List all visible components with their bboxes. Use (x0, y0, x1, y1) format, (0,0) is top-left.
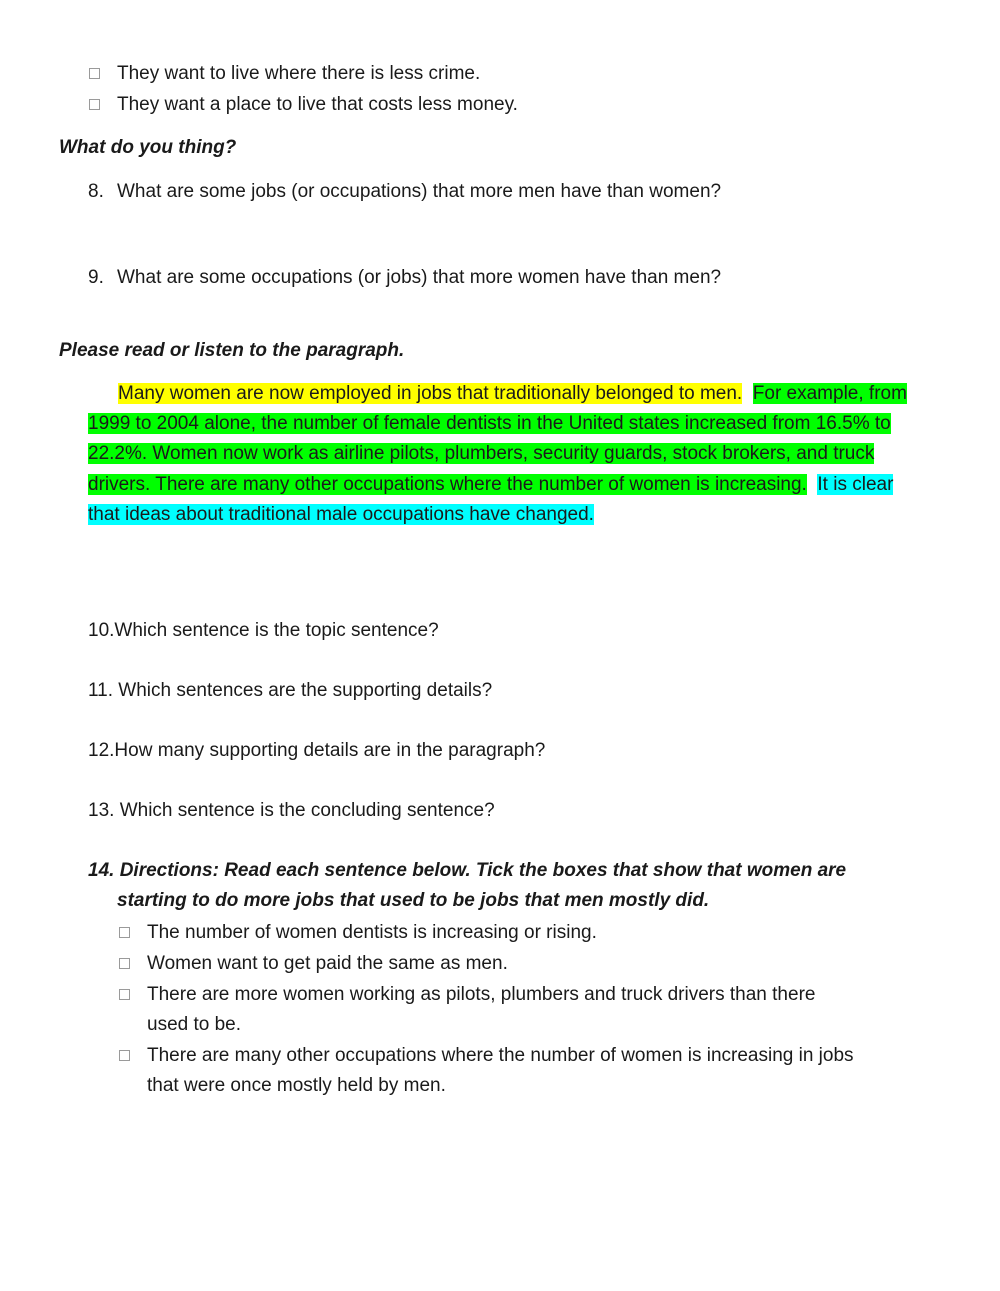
question-13: 13. Which sentence is the concluding sentence? (88, 800, 495, 821)
question-9 (88, 266, 721, 290)
option-other-occupations-line-2: that were once mostly held by men. (147, 1075, 446, 1096)
option-other-occupations-line-1: There are many other occupations where the number of women is increasing in jobs (147, 1045, 854, 1066)
question-9-number: 9. (88, 267, 104, 288)
option-costs-less: They want a place to live that costs less money. (117, 94, 518, 115)
option-pilots-plumbers-line-1: There are more women working as pilots, plumbers and truck drivers than there (147, 984, 816, 1005)
question-12: 12.How many supporting details are in the paragraph? (88, 740, 546, 761)
checkbox-paid-same[interactable] (119, 958, 130, 969)
checkbox-dentists-increasing[interactable] (119, 927, 130, 938)
question-10: 10.Which sentence is the topic sentence? (88, 620, 439, 641)
question-11: 11. Which sentences are the supporting details? (88, 680, 493, 701)
supporting-details: For example, from 1999 to 2004 alone, the number of female dentists in the United states increased from 16.5% to 22.2%. Women now work as airline pilots, plumbers, security guards, stock brokers, and truck drivers. There are many other occupations where the number of women is increasing. (88, 383, 907, 495)
reading-paragraph (88, 379, 918, 530)
directions-line-2: starting to do more jobs that used to be jobs that men mostly did. (117, 890, 710, 911)
option-pilots-plumbers-line-2: used to be. (147, 1014, 242, 1035)
section-heading-read: Please read or listen to the paragraph. (59, 340, 405, 361)
option-less-crime: They want to live where there is less crime. (117, 63, 481, 84)
question-8-number: 8. (88, 181, 104, 202)
question-9-text: What are some occupations (or jobs) that more women have than men? (117, 267, 722, 288)
checkbox-costs-less[interactable] (89, 99, 100, 110)
option-paid-same: Women want to get paid the same as men. (147, 953, 508, 974)
section-heading-think: What do you thing? (59, 137, 237, 158)
checkbox-other-occupations[interactable] (119, 1050, 130, 1061)
question-8-text: What are some jobs (or occupations) that more men have than women? (117, 181, 722, 202)
question-8 (88, 180, 721, 204)
directions-line-1: 14. Directions: Read each sentence below. Tick the boxes that show that women are (88, 860, 847, 881)
topic-sentence: Many women are now employed in jobs that traditionally belonged to men. (118, 383, 743, 404)
checkbox-less-crime[interactable] (89, 68, 100, 79)
concluding-sentence: It is clear that ideas about traditional male occupations have changed. (88, 473, 894, 525)
checkbox-pilots-plumbers[interactable] (119, 989, 130, 1000)
option-dentists-increasing: The number of women dentists is increasing or rising. (147, 922, 597, 943)
